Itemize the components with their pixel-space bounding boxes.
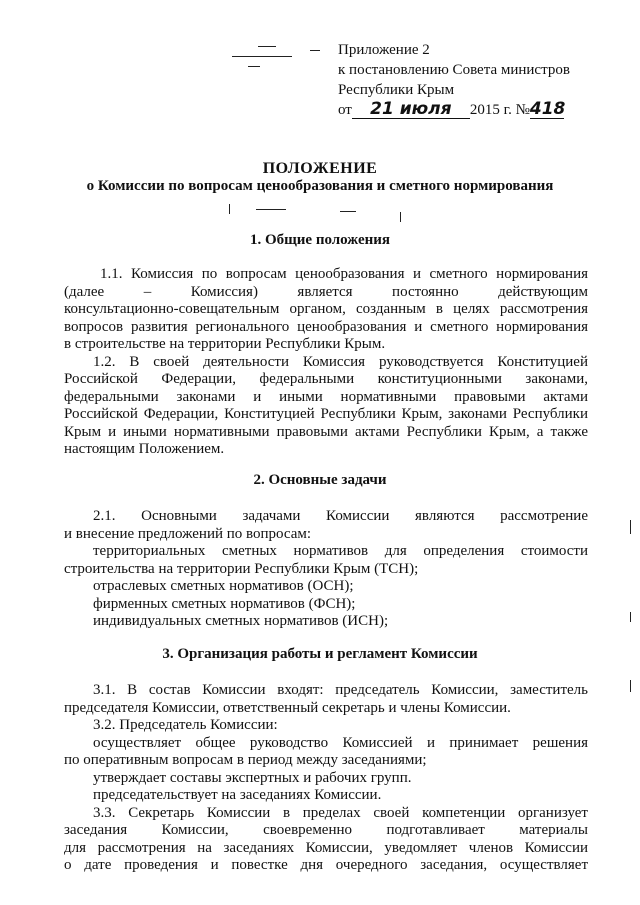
text-line: 3.1. В состав Комиссии входят: председатель Комиссии, заместитель — [93, 682, 588, 698]
section-body — [64, 508, 588, 631]
section-heading: 2. Основные задачи — [253, 472, 387, 488]
text-line: фирменных сметных нормативов (ФСН); — [93, 595, 356, 612]
scan-artifact — [400, 212, 401, 222]
appendix-date-line — [338, 100, 628, 120]
text-line: вопросов развития регионального ценообразования и сметного нормирования — [64, 318, 588, 335]
year-label: 2015 г. № — [469, 102, 530, 118]
handwritten-date: 21 июля — [352, 101, 470, 119]
scan-artifact — [630, 612, 631, 622]
text-line: Крым и иными нормативными правовыми актами Республики Крым, а также — [64, 423, 588, 440]
section-body — [64, 266, 588, 459]
text-line: председателя Комиссии, ответственный секретарь и члены Комиссии. — [64, 699, 511, 716]
date-prefix: от — [338, 102, 352, 118]
appendix-block — [338, 40, 628, 120]
text-line: федеральными законами и иными нормативными правовыми актами — [64, 388, 588, 405]
scan-artifact — [248, 66, 260, 67]
text-line: Российской Федерации, федеральными конституционными законами, — [64, 371, 588, 387]
scan-artifact — [340, 211, 356, 212]
text-line: отраслевых сметных нормативов (ОСН); — [93, 578, 354, 594]
section-heading: 3. Организация работы и регламент Комиссии — [162, 646, 478, 662]
scan-artifact — [256, 209, 286, 210]
text-line: по оперативным вопросам в период между заседаниями; — [64, 752, 427, 768]
scan-artifact — [229, 204, 230, 214]
scan-artifact — [310, 50, 320, 51]
text-line: о дате проведения и повестке дня очередного заседания, осуществляет — [64, 857, 588, 873]
section-heading: 1. Общие положения — [249, 232, 391, 248]
scan-artifact — [630, 680, 631, 692]
document-title: ПОЛОЖЕНИЕ — [262, 160, 378, 177]
text-line: 2.1. Основными задачами Комиссии являются рассмотрение — [93, 508, 588, 524]
appendix-line: Приложение 2 — [338, 42, 430, 58]
text-line: утверждает составы экспертных и рабочих групп. — [93, 769, 412, 786]
section-body — [64, 682, 588, 875]
text-line: 3.3. Секретарь Комиссии в пределах своей компетенции организует — [93, 804, 588, 821]
appendix-line: к постановлению Совета министров — [338, 62, 570, 78]
text-line: председательствует на заседаниях Комиссии. — [93, 787, 382, 803]
text-line: заседания Комиссии, своевременно подготавливает материалы — [64, 822, 588, 838]
text-line: 1.2. В своей деятельности Комиссия руководствуется Конституцией — [93, 353, 588, 370]
text-line: и внесение предложений по вопросам: — [64, 525, 312, 542]
scan-artifact — [258, 46, 276, 47]
text-line: строительства на территории Республики Крым (ТСН); — [64, 560, 419, 577]
text-line: консультационно-совещательным органом, созданным в целях рассмотрения — [64, 301, 588, 317]
text-line: 3.2. Председатель Комиссии: — [93, 717, 278, 733]
document-subtitle: о Комиссии по вопросам ценообразования и сметного нормирования — [86, 178, 554, 194]
handwritten-number: 418 — [529, 99, 566, 119]
text-line: 1.1. Комиссия по вопросам ценообразования и сметного нормирования — [100, 266, 588, 282]
scan-artifact — [232, 56, 292, 57]
text-line: Российской Федерации, Конституцией Республики Крым, законами Республики — [64, 406, 588, 422]
text-line: осуществляет общее руководство Комиссией и принимает решения — [93, 734, 588, 751]
text-line: настоящим Положением. — [64, 441, 225, 457]
text-line: территориальных сметных нормативов для определения стоимости — [93, 543, 588, 559]
text-line: в строительстве на территории Республики Крым. — [64, 336, 386, 352]
text-line: (далее – Комиссия) является постоянно действующим — [64, 283, 588, 300]
text-line: для рассмотрения на заседаниях Комиссии, уведомляет членов Комиссии — [64, 839, 588, 856]
text-line: индивидуальных сметных нормативов (ИСН); — [93, 613, 389, 629]
scan-artifact — [630, 520, 631, 534]
appendix-line: Республики Крым — [338, 82, 455, 98]
